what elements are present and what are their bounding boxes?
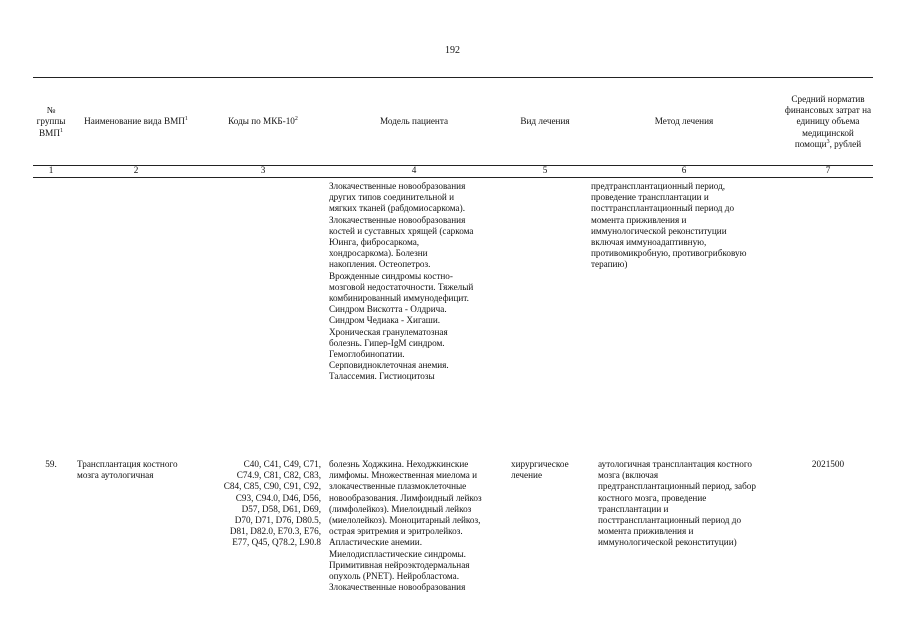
column-number-4: 4 xyxy=(411,165,417,175)
header-patient-model: Модель пациента xyxy=(379,116,449,127)
page-number: 192 xyxy=(445,45,460,56)
header-icd-codes: Коды по МКБ-$10^2$ xyxy=(228,116,298,127)
column-number-3: 3 xyxy=(260,165,266,175)
column-numbers-rule xyxy=(33,177,873,178)
header-treatment-type: Вид лечения xyxy=(520,116,570,127)
treatment-type-cell: хирургическое лечение xyxy=(511,459,569,481)
treatment-method-cell: аутологичная трансплантация костного мозга (включая предтрансплантационный период, забор костного мозга, проведение трансплантации и посттрансплантационный период до момента приживления и иммунологической реконституции) xyxy=(598,459,756,548)
vmp-name-cell: Трансплантация костного мозга аутологичная xyxy=(77,459,178,481)
group-number-cell: 59. xyxy=(45,459,57,469)
column-number-1: 1 xyxy=(48,165,54,175)
header-vmp-name: Наименование вида ВМП$^1$ xyxy=(84,116,188,127)
header-treatment-method: Метод лечения xyxy=(654,116,714,127)
column-number-7: 7 xyxy=(825,165,831,175)
average-cost-cell: 2021500 xyxy=(811,459,845,469)
treatment-method-cell: предтрансплантационный период, проведение трансплантации и посттрансплантационный период до момента приживления и иммунологической реконституции включая иммуноадаптивную, противомикробную, противогрибковую терапию) xyxy=(591,181,747,270)
icd-codes-cell: C40, C41, C49, C71, C74.9, C81, C82, C83, C84, C85, C90, C91, C92, C93, C94.0, D46, D56, D57, D58, D61, D69, D70, D71, D76, D80.5, D81, D82.0, E70.3, E76, E77, Q45, Q78.2, L90.8 xyxy=(223,459,321,548)
column-number-6: 6 xyxy=(681,165,687,175)
header-group-number: № группы ВМП$^1$ xyxy=(36,105,66,138)
column-number-2: 2 xyxy=(133,165,139,175)
header-average-cost: Средний норматив финансовых затрат на единицу объема медицинской помощи$^3$, рублей xyxy=(784,93,872,149)
patient-model-cell: Злокачественные новообразования других типов соединительной и мягких тканей (рабдомиосаркома). Злокачественные новообразования костей и суставных хрящей (саркома Юинга, фибросаркома, хондросаркома). Болезни накопления. Остеопетроз. Врожденные синдромы костно- мозговой недостаточности. Тяжелый комбинированный иммунодефицит. Синдром Вискотта - Олдрича. Синдром Чедиака - Хигаши. Хроническая гранулематозная болезнь. Гипер-IgM синдром. Гемоглобинопатии. Серповидноклеточная анемия. Талассемия. Гистиоцитозы xyxy=(329,181,474,382)
patient-model-cell: болезнь Ходжкина. Неходжкинские лимфомы. Множественная миелома и злокачественные плазмоклеточные новообразования. Лимфоидный лейкоз (лимфолейкоз). Миелоидный лейкоз (миелолейкоз). Моноцитарный лейкоз, острая эритремия и эритролейкоз. Апластические анемии. Миелодиспластические синдромы. Примитивная нейроэктодермальная опухоль (PNET). Нейробластома. Злокачественные новообразования xyxy=(329,459,482,593)
column-number-5: 5 xyxy=(542,165,548,175)
